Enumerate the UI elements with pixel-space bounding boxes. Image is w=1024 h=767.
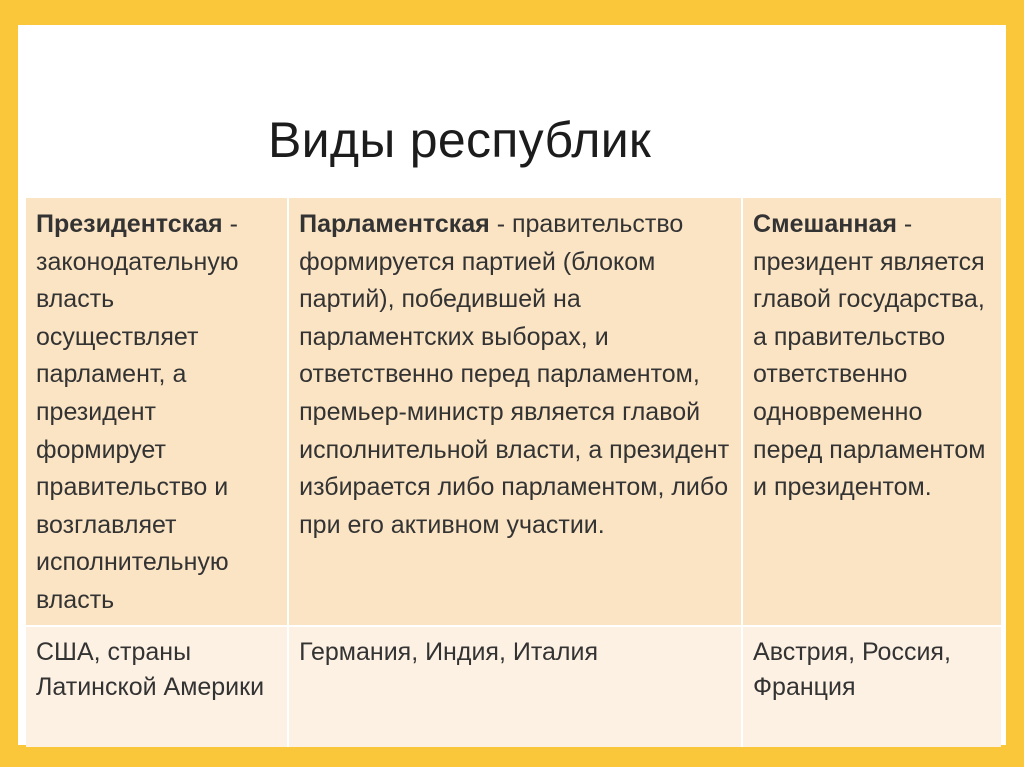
examples-presidential: США, страны Латинской Америки — [26, 626, 288, 747]
definition-parliamentary: - правительство формируется партией (блоком партий), победившей на парламентских выборах, и ответственно перед парламентом, премьер-министр является главой исполнительной власти, а президент избирается либо парламентом, либо при его активном участии. — [299, 210, 730, 539]
examples-mixed: Австрия, Россия, Франция — [742, 626, 1001, 747]
slide-title: Виды республик — [268, 112, 652, 168]
cell-parliamentary — [288, 198, 742, 626]
examples-parliamentary: Германия, Индия, Италия — [288, 626, 742, 747]
definition-mixed: - президент является главой государства, а правительство ответственно одновременно перед парламентом и президентом. — [753, 210, 986, 502]
slide — [18, 25, 1006, 745]
cell-mixed — [742, 198, 1001, 626]
cell-presidential — [26, 198, 288, 626]
term-mixed: Смешанная — [753, 210, 897, 238]
table-row-descriptions — [26, 198, 1001, 626]
term-parliamentary: Парламентская — [299, 210, 490, 238]
table-row-examples — [26, 626, 1001, 747]
definition-presidential: - законодательную власть осуществляет парламент, а президент формирует правительство и возглавляет исполнительную власть — [36, 210, 239, 614]
republic-types-table — [26, 198, 1001, 747]
term-presidential: Президентская — [36, 210, 223, 238]
